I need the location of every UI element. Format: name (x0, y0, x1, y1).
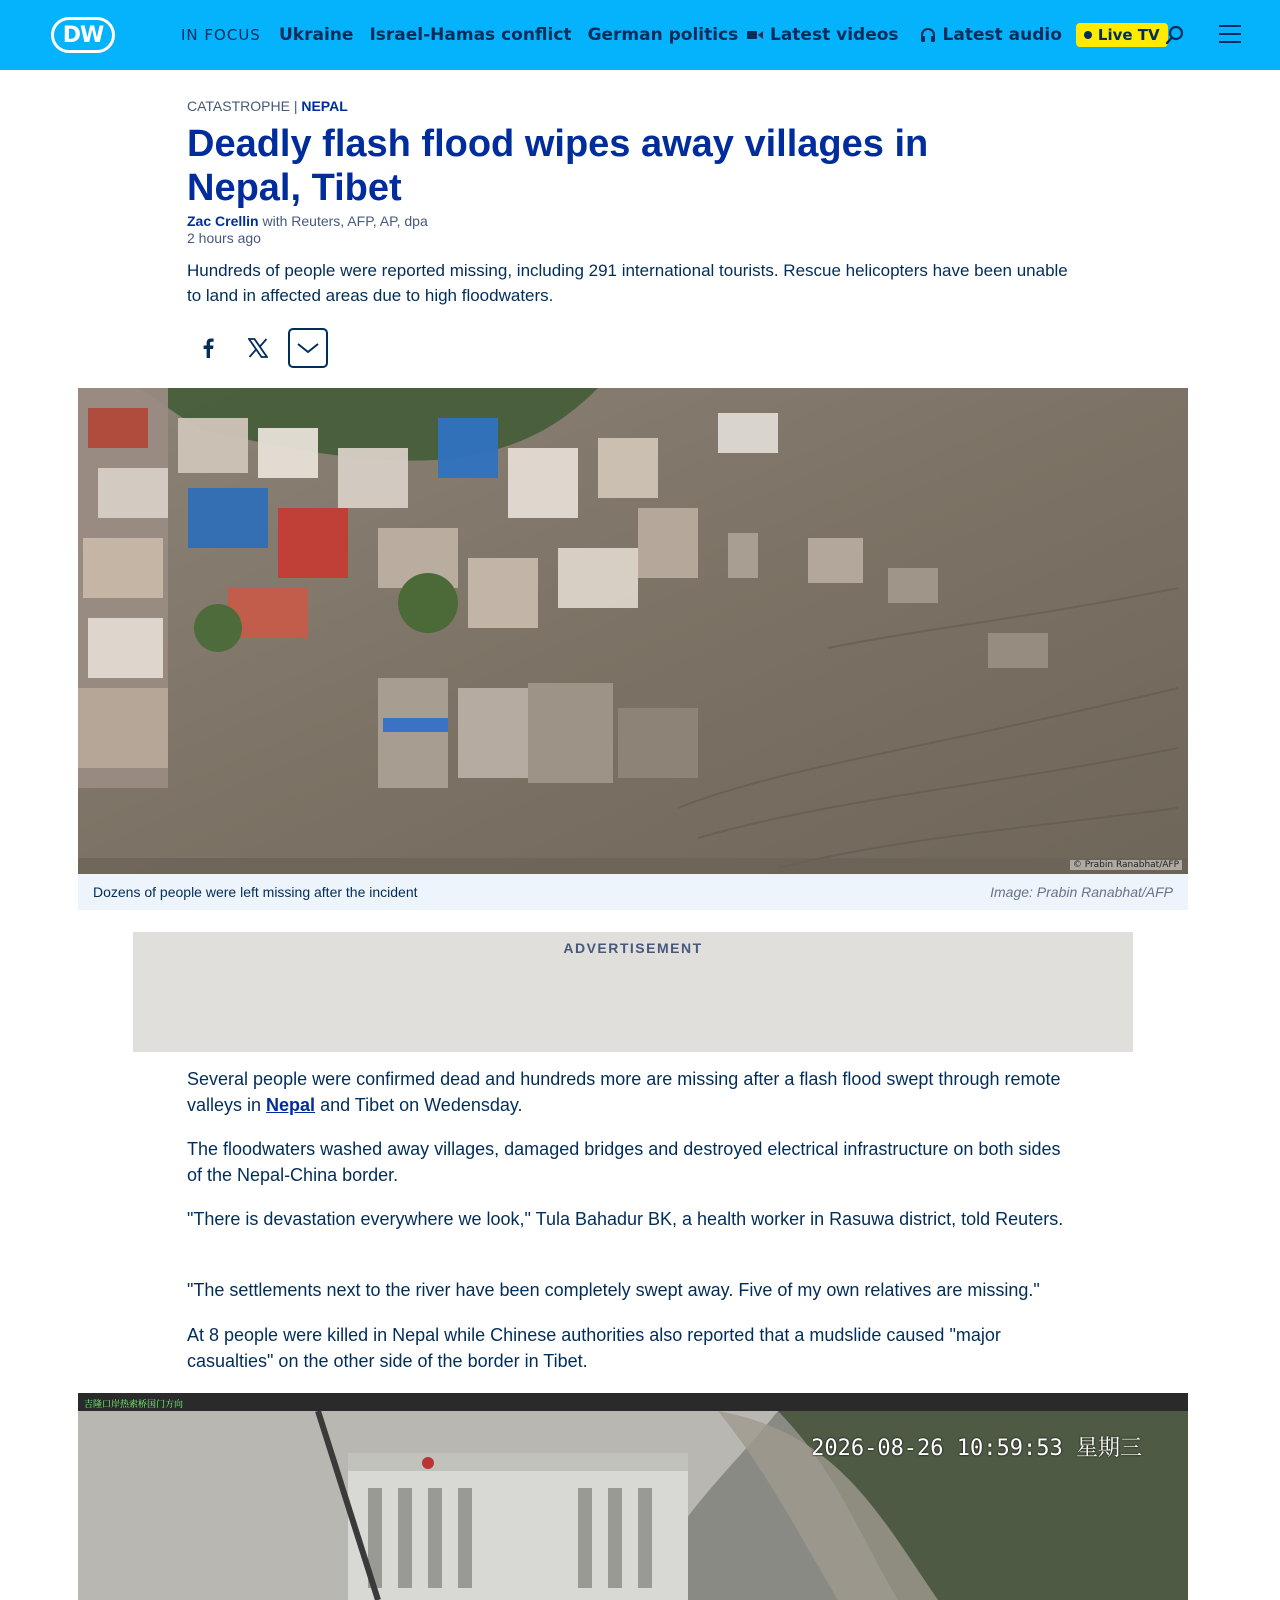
latest-audio-link[interactable] (919, 25, 1062, 45)
cctv-mudslide-image (78, 1393, 1188, 1600)
x-share-button[interactable] (238, 328, 278, 368)
dw-logo[interactable] (51, 17, 115, 53)
advertisement-slot[interactable] (133, 932, 1133, 1052)
more-share-options-button[interactable] (288, 328, 328, 368)
body-paragraph-5: At 8 people were killed in Nepal while Chinese authorities also reported that a mudslide caused "major casualties" on the other side of the border in Tibet. (187, 1325, 1001, 1371)
body-paragraph-2: The floodwaters washed away villages, damaged bridges and destroyed electrical infrastructure on both sides of the Nepal-China border. (187, 1139, 1061, 1185)
p1-text-before: Several people were confirmed dead and hundreds more are missing after a flash flood swept through remote valleys in (187, 1069, 1061, 1115)
body-paragraph-3: "There is devastation everywhere we look," Tula Bahadur BK, a health worker in Rasuwa district, told Reuters. (187, 1209, 1064, 1229)
headphones-icon (919, 26, 937, 44)
advertisement-label: ADVERTISEMENT (563, 940, 703, 956)
article-kicker (187, 98, 348, 114)
hamburger-menu-icon[interactable] (1219, 25, 1241, 45)
latest-videos-label: Latest videos (770, 25, 899, 45)
logo-text: DW (62, 22, 104, 48)
publish-time: 2 hours ago (187, 230, 261, 246)
p1-text-after: and Tibet on Wedensday. (315, 1095, 523, 1115)
body-paragraph-4: "The settlements next to the river have been completely swept away. Five of my own relatives are missing." (187, 1280, 1040, 1300)
latest-audio-label: Latest audio (942, 25, 1062, 45)
facebook-icon (202, 338, 214, 358)
article-teaser: Hundreds of people were reported missing, including 291 international tourists. Rescue helicopters have been unable to land in affected areas due to high floodwaters. (187, 261, 1068, 305)
nav-link-israel-hamas[interactable]: Israel-Hamas conflict (369, 25, 572, 45)
video-camera-icon (746, 26, 764, 44)
kicker-topic[interactable]: NEPAL (301, 98, 348, 114)
focus-links (279, 0, 738, 70)
hero-caption-bar (78, 874, 1188, 910)
nav-link-ukraine[interactable]: Ukraine (279, 25, 354, 45)
hero-credit: Image: Prabin Ranabhat/AFP (990, 884, 1173, 900)
x-icon (248, 338, 268, 358)
facebook-share-button[interactable] (188, 328, 228, 368)
cctv-scene-illustration (78, 1393, 1188, 1600)
author-link[interactable]: Zac Crellin (187, 213, 259, 229)
body-paragraph-1 (187, 1066, 1077, 1118)
byline (187, 213, 428, 247)
article-headline: Deadly flash flood wipes away villages in Nepal, Tibet (187, 123, 929, 209)
nepal-link[interactable]: Nepal (266, 1095, 316, 1115)
cctv-timestamp: 2026-08-26 10:59:53 星期三 (811, 1436, 1142, 1461)
live-tv-button[interactable] (1076, 23, 1168, 47)
photo-credit-overlay: © Prabin Ranabhat/AFP (1070, 860, 1182, 870)
latest-videos-link[interactable] (746, 25, 899, 45)
live-tv-label: Live TV (1097, 26, 1160, 44)
cctv-location-label: 吉隆口岸热索桥国门方向 (84, 1400, 184, 1410)
nav-link-german-politics[interactable]: German politics (587, 25, 739, 45)
media-links (746, 0, 1168, 70)
flood-aerial-illustration (78, 388, 1188, 874)
kicker-section[interactable]: CATASTROPHE (187, 98, 290, 114)
search-icon[interactable] (1164, 24, 1186, 46)
in-focus-label: IN FOCUS (181, 26, 261, 44)
hero-image-flood-aerial (78, 388, 1188, 874)
chevron-down-icon (297, 342, 319, 354)
top-navigation-bar (0, 0, 1280, 70)
live-dot-icon (1084, 31, 1092, 39)
kicker-separator: | (293, 98, 298, 114)
hero-caption: Dozens of people were left missing after the incident (93, 884, 418, 900)
agencies: with Reuters, AFP, AP, dpa (262, 213, 428, 229)
